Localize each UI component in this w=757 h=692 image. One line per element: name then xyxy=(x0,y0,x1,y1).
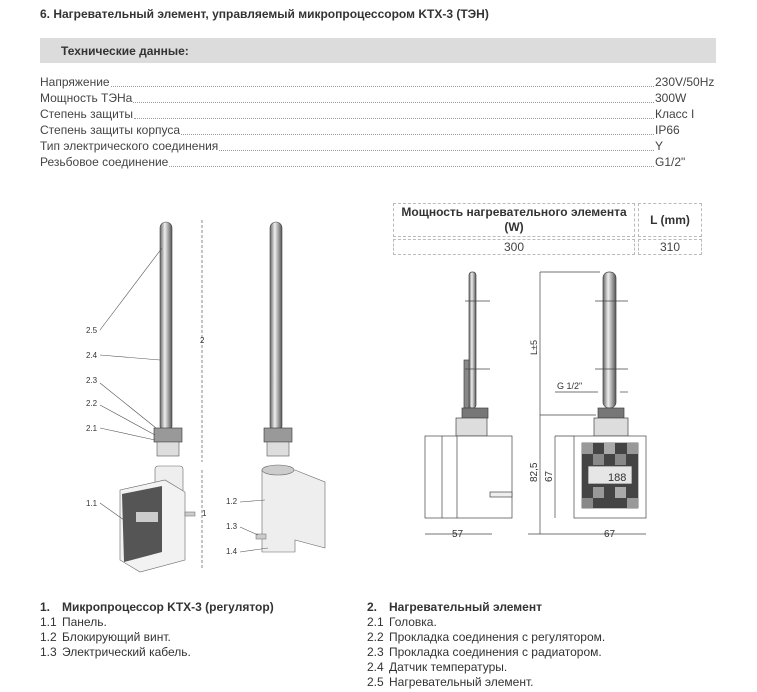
dim-height-panel: 67 xyxy=(544,470,555,482)
exploded-view-back xyxy=(226,222,325,556)
legend-item: Головка. xyxy=(389,615,437,629)
legend-heading: Нагревательный элемент xyxy=(389,600,542,614)
legend-num: 2.5 xyxy=(367,675,384,689)
cell-length: 310 xyxy=(638,239,702,255)
spec-value: 300W xyxy=(655,91,687,105)
legend-num: 2. xyxy=(367,600,378,614)
dim-depth: 57 xyxy=(452,529,464,540)
legend-num: 2.2 xyxy=(367,630,384,644)
front-view xyxy=(528,272,646,534)
callout-2: 2 xyxy=(200,336,205,345)
header-length: L (mm) xyxy=(638,203,702,237)
callout-1-4: 1.4 xyxy=(226,547,238,556)
spec-label: Напряжение xyxy=(40,75,110,89)
legend-item: Электрический кабель. xyxy=(62,645,191,659)
spec-value: G1/2" xyxy=(655,155,686,169)
dim-width: 67 xyxy=(604,529,616,540)
callout-2-5: 2.5 xyxy=(86,326,98,335)
legend-item: Нагревательный элемент. xyxy=(389,675,534,689)
dim-length: L±5 xyxy=(529,340,539,355)
callout-1-1: 1.1 xyxy=(86,499,98,508)
legend-num: 2.1 xyxy=(367,615,384,629)
exploded-view-front xyxy=(86,220,207,572)
spec-label: Степень защиты корпуса xyxy=(40,123,181,137)
spec-label: Мощность ТЭНа xyxy=(40,91,133,105)
legend-heater xyxy=(367,600,605,690)
callout-1: 1 xyxy=(202,509,207,518)
callout-2-2: 2.2 xyxy=(86,399,98,408)
spec-value: Класс I xyxy=(655,107,695,121)
header-power: Мощность нагревательного элемента (W) xyxy=(393,203,635,237)
callout-2-4: 2.4 xyxy=(86,351,98,360)
legend-num: 1.1 xyxy=(40,615,57,629)
legend-item: Прокладка соединения с радиатором. xyxy=(389,645,602,659)
side-view xyxy=(425,272,512,534)
legend-heading: Микропроцессор KTX-3 (регулятор) xyxy=(62,600,274,614)
callout-2-3: 2.3 xyxy=(86,376,98,385)
callout-1-2: 1.2 xyxy=(226,497,238,506)
legend-item: Датчик температуры. xyxy=(389,660,508,674)
spec-label: Степень защиты xyxy=(40,107,133,121)
display-readout: 188 xyxy=(608,472,627,484)
legend-num: 1. xyxy=(40,600,51,614)
dim-thread: G 1/2" xyxy=(557,381,583,391)
spec-value: Y xyxy=(655,139,664,153)
legend-item: Панель. xyxy=(62,615,107,629)
cell-power: 300 xyxy=(393,239,635,255)
legend-num: 1.3 xyxy=(40,645,57,659)
callout-1-3: 1.3 xyxy=(226,522,238,531)
legend-num: 2.4 xyxy=(367,660,384,674)
dim-height-total: 82,5 xyxy=(529,462,540,482)
legend-item: Блокирующий винт. xyxy=(62,630,171,644)
legend-regulator xyxy=(40,600,274,660)
spec-label: Тип электрического соединения xyxy=(40,139,219,153)
callout-2-1: 2.1 xyxy=(86,424,98,433)
legend-item: Прокладка соединения с регулятором. xyxy=(389,630,606,644)
section-title: Технические данные: xyxy=(61,44,189,58)
legend-num: 1.2 xyxy=(40,630,57,644)
spec-value: 230V/50Hz xyxy=(655,75,715,89)
legend-num: 2.3 xyxy=(367,645,384,659)
page-title: 6. Нагревательный элемент, управляемый микропроцессором KTX-3 (ТЭН) xyxy=(40,7,489,21)
spec-label: Резьбовое соединение xyxy=(40,155,169,169)
spec-value: IP66 xyxy=(655,123,680,137)
